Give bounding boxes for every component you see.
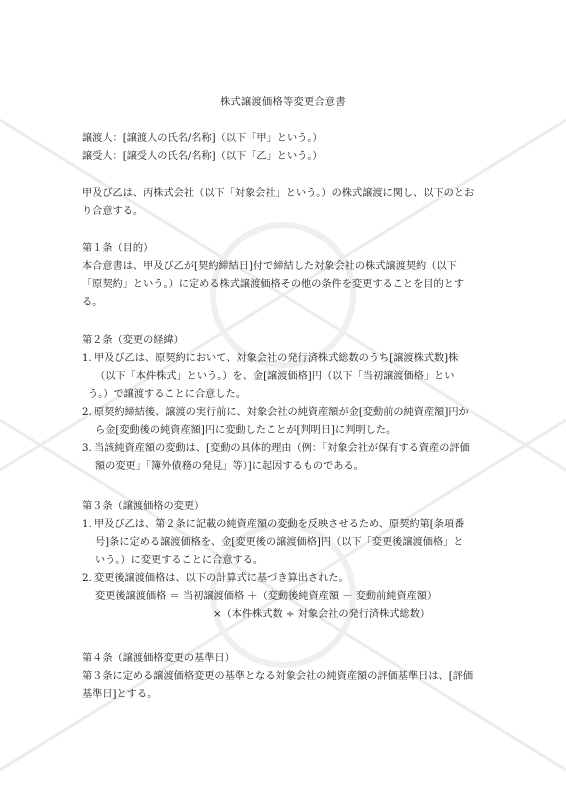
item-text: 額の変更」「簿外債務の発見」等）]に起因するものである。	[95, 461, 364, 472]
article-4-line: 第３条に定める譲渡価格変更の基準となる対象会社の純資産額の評価基準日は、[評価	[82, 671, 474, 682]
article-1-line: 「原契約」という。）に定める株式譲渡価格その他の条件を変更することを目的とす	[82, 279, 465, 290]
item-text: いう。）に変更することに合意する。	[95, 555, 264, 566]
article-2-heading: 第２条（変更の経緯）	[82, 335, 184, 346]
item-text: （以下「本件株式」という。）を、金[譲渡価格]円（以下「当初譲渡価格」とい	[95, 371, 455, 382]
price-formula-line-1: 変更後譲渡価格 ＝ 当初譲渡価格 ＋（変動後純資産額 － 変動前純資産額）	[95, 591, 438, 602]
document-title: 株式譲渡価格等変更合意書	[220, 97, 346, 108]
item-text: う。）で譲渡することに合意した。	[88, 389, 246, 400]
parties-section	[82, 130, 486, 166]
item-text: 当該純資産額の変動は、[変動の具体的理由（例：「対象会社が保有する資産の評価	[94, 443, 470, 454]
article-1-line: る。	[82, 297, 103, 308]
item-text: 甲及び乙は、第２条に記載の純資産額の変動を反映させるため、原契約第[条項番	[94, 519, 465, 530]
preamble-section	[82, 185, 486, 221]
item-number: 3.	[82, 443, 92, 454]
item-text: 号]条に定める譲渡価格を、金[変更後の譲渡価格]円（以下「変更後譲渡価格」と	[95, 537, 464, 548]
item-text: 甲及び乙は、原契約において、対象会社の発行済株式総数のうち[譲渡株式数]株	[94, 353, 459, 364]
article-2-item-1	[82, 350, 486, 404]
article-2	[82, 332, 486, 476]
item-number: 1.	[82, 519, 92, 530]
item-number: 2.	[82, 573, 92, 584]
preamble-line: り合意する。	[82, 206, 144, 217]
article-4-line: 基準日]とする。	[82, 689, 158, 700]
item-text: ら金[変動後の純資産額]円に変動したことが[判明日]に判明した。	[95, 425, 397, 436]
article-3-item-2	[82, 570, 486, 588]
item-text: 変更後譲渡価格は、以下の計算式に基づき算出された。	[94, 573, 349, 584]
article-1	[82, 240, 486, 312]
price-formula-line-2: ×（本件株式数 ÷ 対象会社の発行済株式総数）	[213, 609, 431, 620]
article-2-item-3	[82, 440, 486, 476]
article-4	[82, 650, 486, 704]
article-1-line: 本合意書は、甲及び乙が[契約締結日]付で締結した対象会社の株式譲渡契約（以下	[82, 261, 457, 272]
article-3-item-1	[82, 516, 486, 570]
item-number: 2.	[82, 407, 92, 418]
article-4-heading: 第４条（譲渡価格変更の基準日）	[82, 653, 235, 664]
preamble-line: 甲及び乙は、丙株式会社（以下「対象会社」という。）の株式譲渡に関し、以下のとお	[82, 188, 475, 199]
item-text: 原契約締結後、譲渡の実行前に、対象会社の純資産額が金[変動前の純資産額]円か	[94, 407, 469, 418]
article-1-heading: 第１条（目的）	[82, 243, 154, 254]
transferee-line: 譲受人：[譲受人の氏名/名称]（以下「乙」という。）	[82, 151, 323, 162]
item-number: 1.	[82, 353, 92, 364]
article-3-heading: 第３条（譲渡価格の変更）	[82, 501, 205, 512]
article-2-item-2	[82, 404, 486, 440]
article-3	[82, 498, 486, 624]
transferor-line: 譲渡人：[譲渡人の氏名/名称]（以下「甲」という。）	[82, 133, 323, 144]
